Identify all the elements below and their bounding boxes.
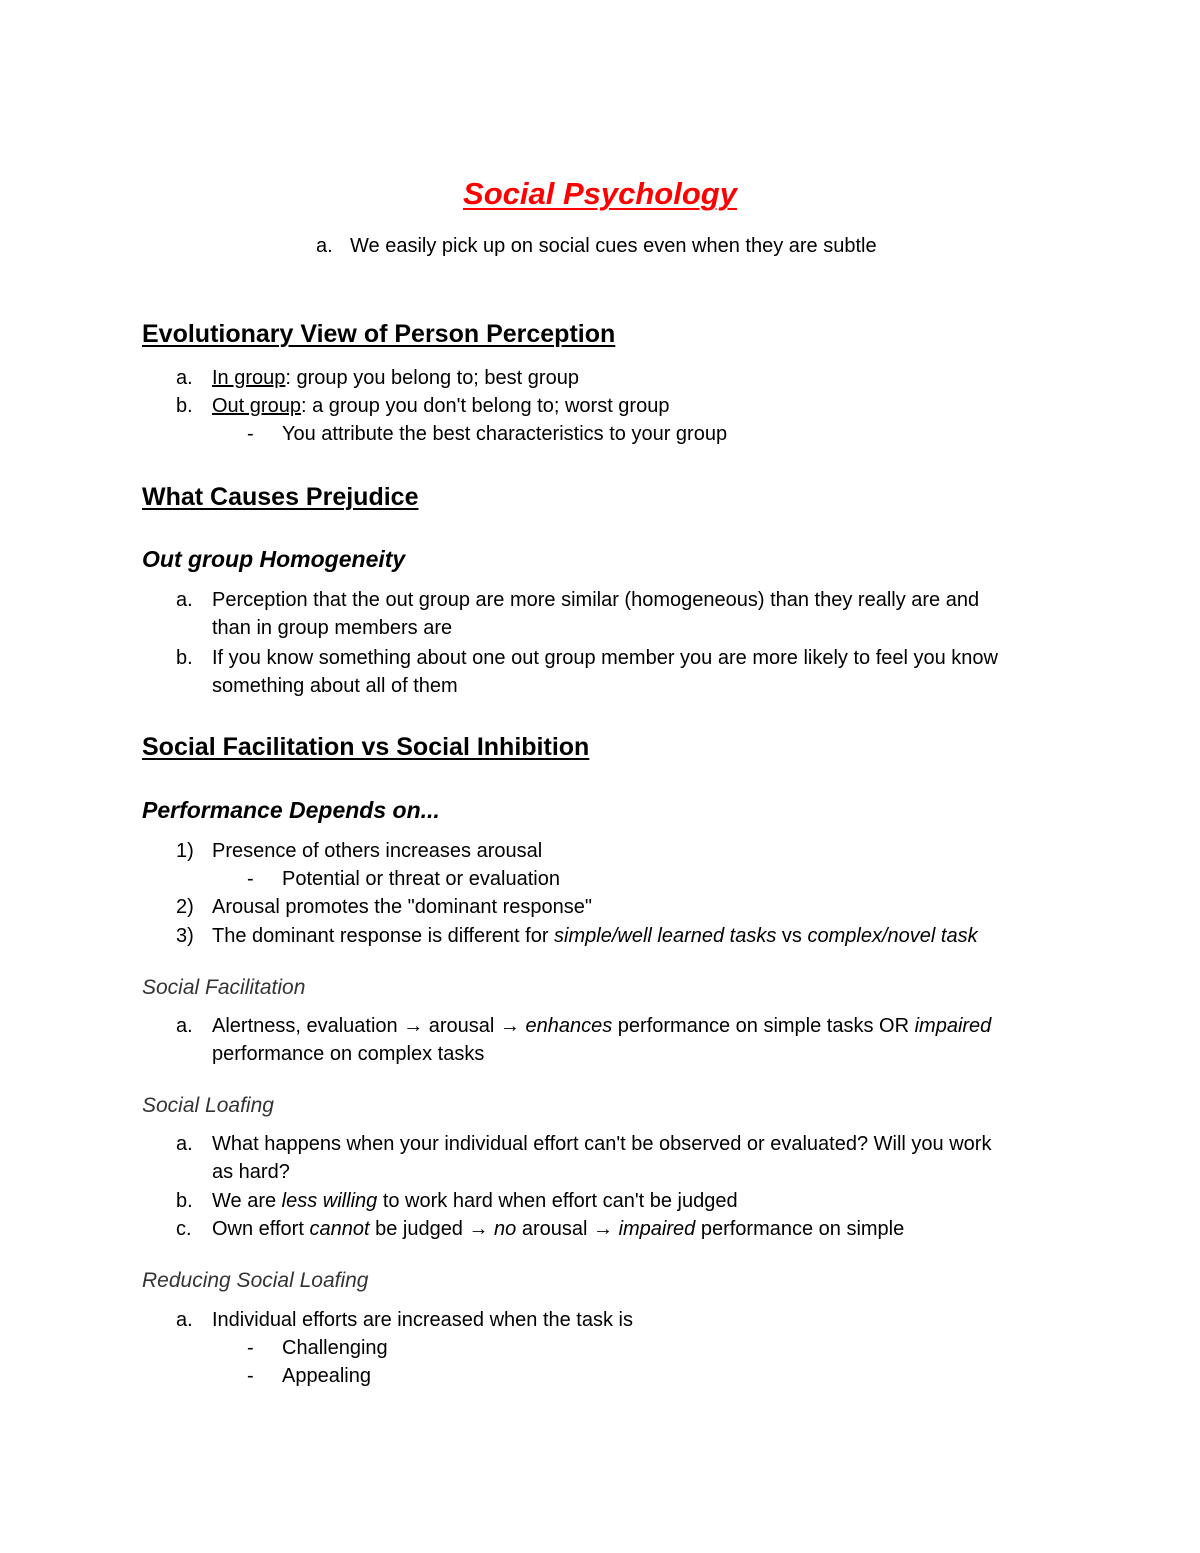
list-item-less-willing: [212, 1187, 738, 1215]
emphasis-text: less willing: [281, 1190, 378, 1212]
list-item-line: than in group members are: [212, 617, 453, 639]
list-marker: 1): [176, 840, 194, 862]
text-segment: vs: [776, 925, 808, 947]
heading-social-facilitation: Social Facilitation: [142, 976, 306, 999]
list-marker: a.: [316, 235, 333, 257]
list-item-line: What happens when your individual effort can't be observed or evaluated? Will you work: [212, 1133, 992, 1155]
emphasis-text: impaired: [914, 1015, 992, 1037]
text-segment: Alertness, evaluation → arousal →: [212, 1015, 526, 1037]
list-marker: 2): [176, 896, 194, 918]
subheading-performance: Performance Depends on...: [142, 797, 440, 823]
text-segment: Own effort: [212, 1218, 310, 1240]
text-segment: be judged →: [369, 1218, 495, 1240]
list-item-text: Arousal promotes the "dominant response": [212, 896, 592, 918]
intro-text: We easily pick up on social cues even when they are subtle: [350, 235, 877, 257]
list-marker: b.: [176, 395, 193, 417]
list-item-text: Individual efforts are increased when the task is: [212, 1309, 633, 1331]
emphasis-text: simple/well learned tasks: [554, 925, 777, 947]
sub-item-text: Potential or threat or evaluation: [282, 868, 560, 890]
term-out-group: Out group: [212, 395, 301, 417]
list-marker: a.: [176, 1309, 193, 1331]
list-marker: c.: [176, 1218, 192, 1240]
heading-evolutionary-view: Evolutionary View of Person Perception: [142, 320, 616, 348]
heading-facilitation-vs-inhibition: Social Facilitation vs Social Inhibition: [142, 733, 590, 761]
list-item-line: performance on complex tasks: [212, 1043, 485, 1065]
text-segment: arousal →: [516, 1218, 619, 1240]
text-segment: The dominant response is different for: [212, 925, 555, 947]
heading-social-loafing: Social Loafing: [142, 1094, 274, 1117]
list-item-line: as hard?: [212, 1161, 290, 1183]
emphasis-text: impaired: [618, 1218, 696, 1240]
emphasis-text: cannot: [309, 1218, 370, 1240]
text-segment: performance on simple tasks OR: [612, 1015, 915, 1037]
list-item-text: : a group you don't belong to; worst group: [300, 395, 670, 417]
dash-marker: -: [247, 868, 254, 890]
list-item-out-group: [212, 392, 669, 420]
list-item-in-group: [212, 364, 579, 392]
text-segment: performance on simple: [695, 1218, 905, 1240]
list-item-text: Presence of others increases arousal: [212, 840, 543, 862]
list-marker: 3): [176, 925, 194, 947]
list-marker: a.: [176, 1133, 193, 1155]
list-marker: a.: [176, 1015, 193, 1037]
list-item-line: Perception that the out group are more similar (homogeneous) than they really are and: [212, 589, 980, 611]
term-in-group: In group: [212, 367, 286, 389]
list-item-alertness: [212, 1012, 991, 1040]
sub-item-appealing: Appealing: [282, 1365, 371, 1387]
list-item-line: something about all of them: [212, 675, 458, 697]
subheading-homogeneity: Out group Homogeneity: [142, 546, 406, 572]
list-marker: a.: [176, 589, 193, 611]
emphasis-text: enhances: [525, 1015, 613, 1037]
list-marker: a.: [176, 367, 193, 389]
emphasis-text: complex/novel task: [807, 925, 978, 947]
text-segment: to work hard when effort can't be judged: [377, 1190, 738, 1212]
list-item-text: : group you belong to; best group: [285, 367, 579, 389]
emphasis-text: no: [494, 1218, 517, 1240]
heading-reducing-social-loafing: Reducing Social Loafing: [142, 1269, 369, 1292]
sub-item-challenging: Challenging: [282, 1337, 388, 1359]
dash-marker: -: [247, 1365, 254, 1387]
dash-marker: -: [247, 423, 254, 445]
list-marker: b.: [176, 1190, 193, 1212]
list-item-line: If you know something about one out group member you are more likely to feel you know: [212, 647, 998, 669]
sub-item-text: You attribute the best characteristics to your group: [282, 423, 728, 445]
text-segment: We are: [212, 1190, 282, 1212]
list-marker: b.: [176, 647, 193, 669]
dash-marker: -: [247, 1337, 254, 1359]
heading-prejudice: What Causes Prejudice: [142, 483, 419, 511]
document-title: Social Psychology: [463, 176, 737, 211]
list-item-dominant-response: [212, 922, 978, 950]
list-item-own-effort: [212, 1215, 904, 1243]
